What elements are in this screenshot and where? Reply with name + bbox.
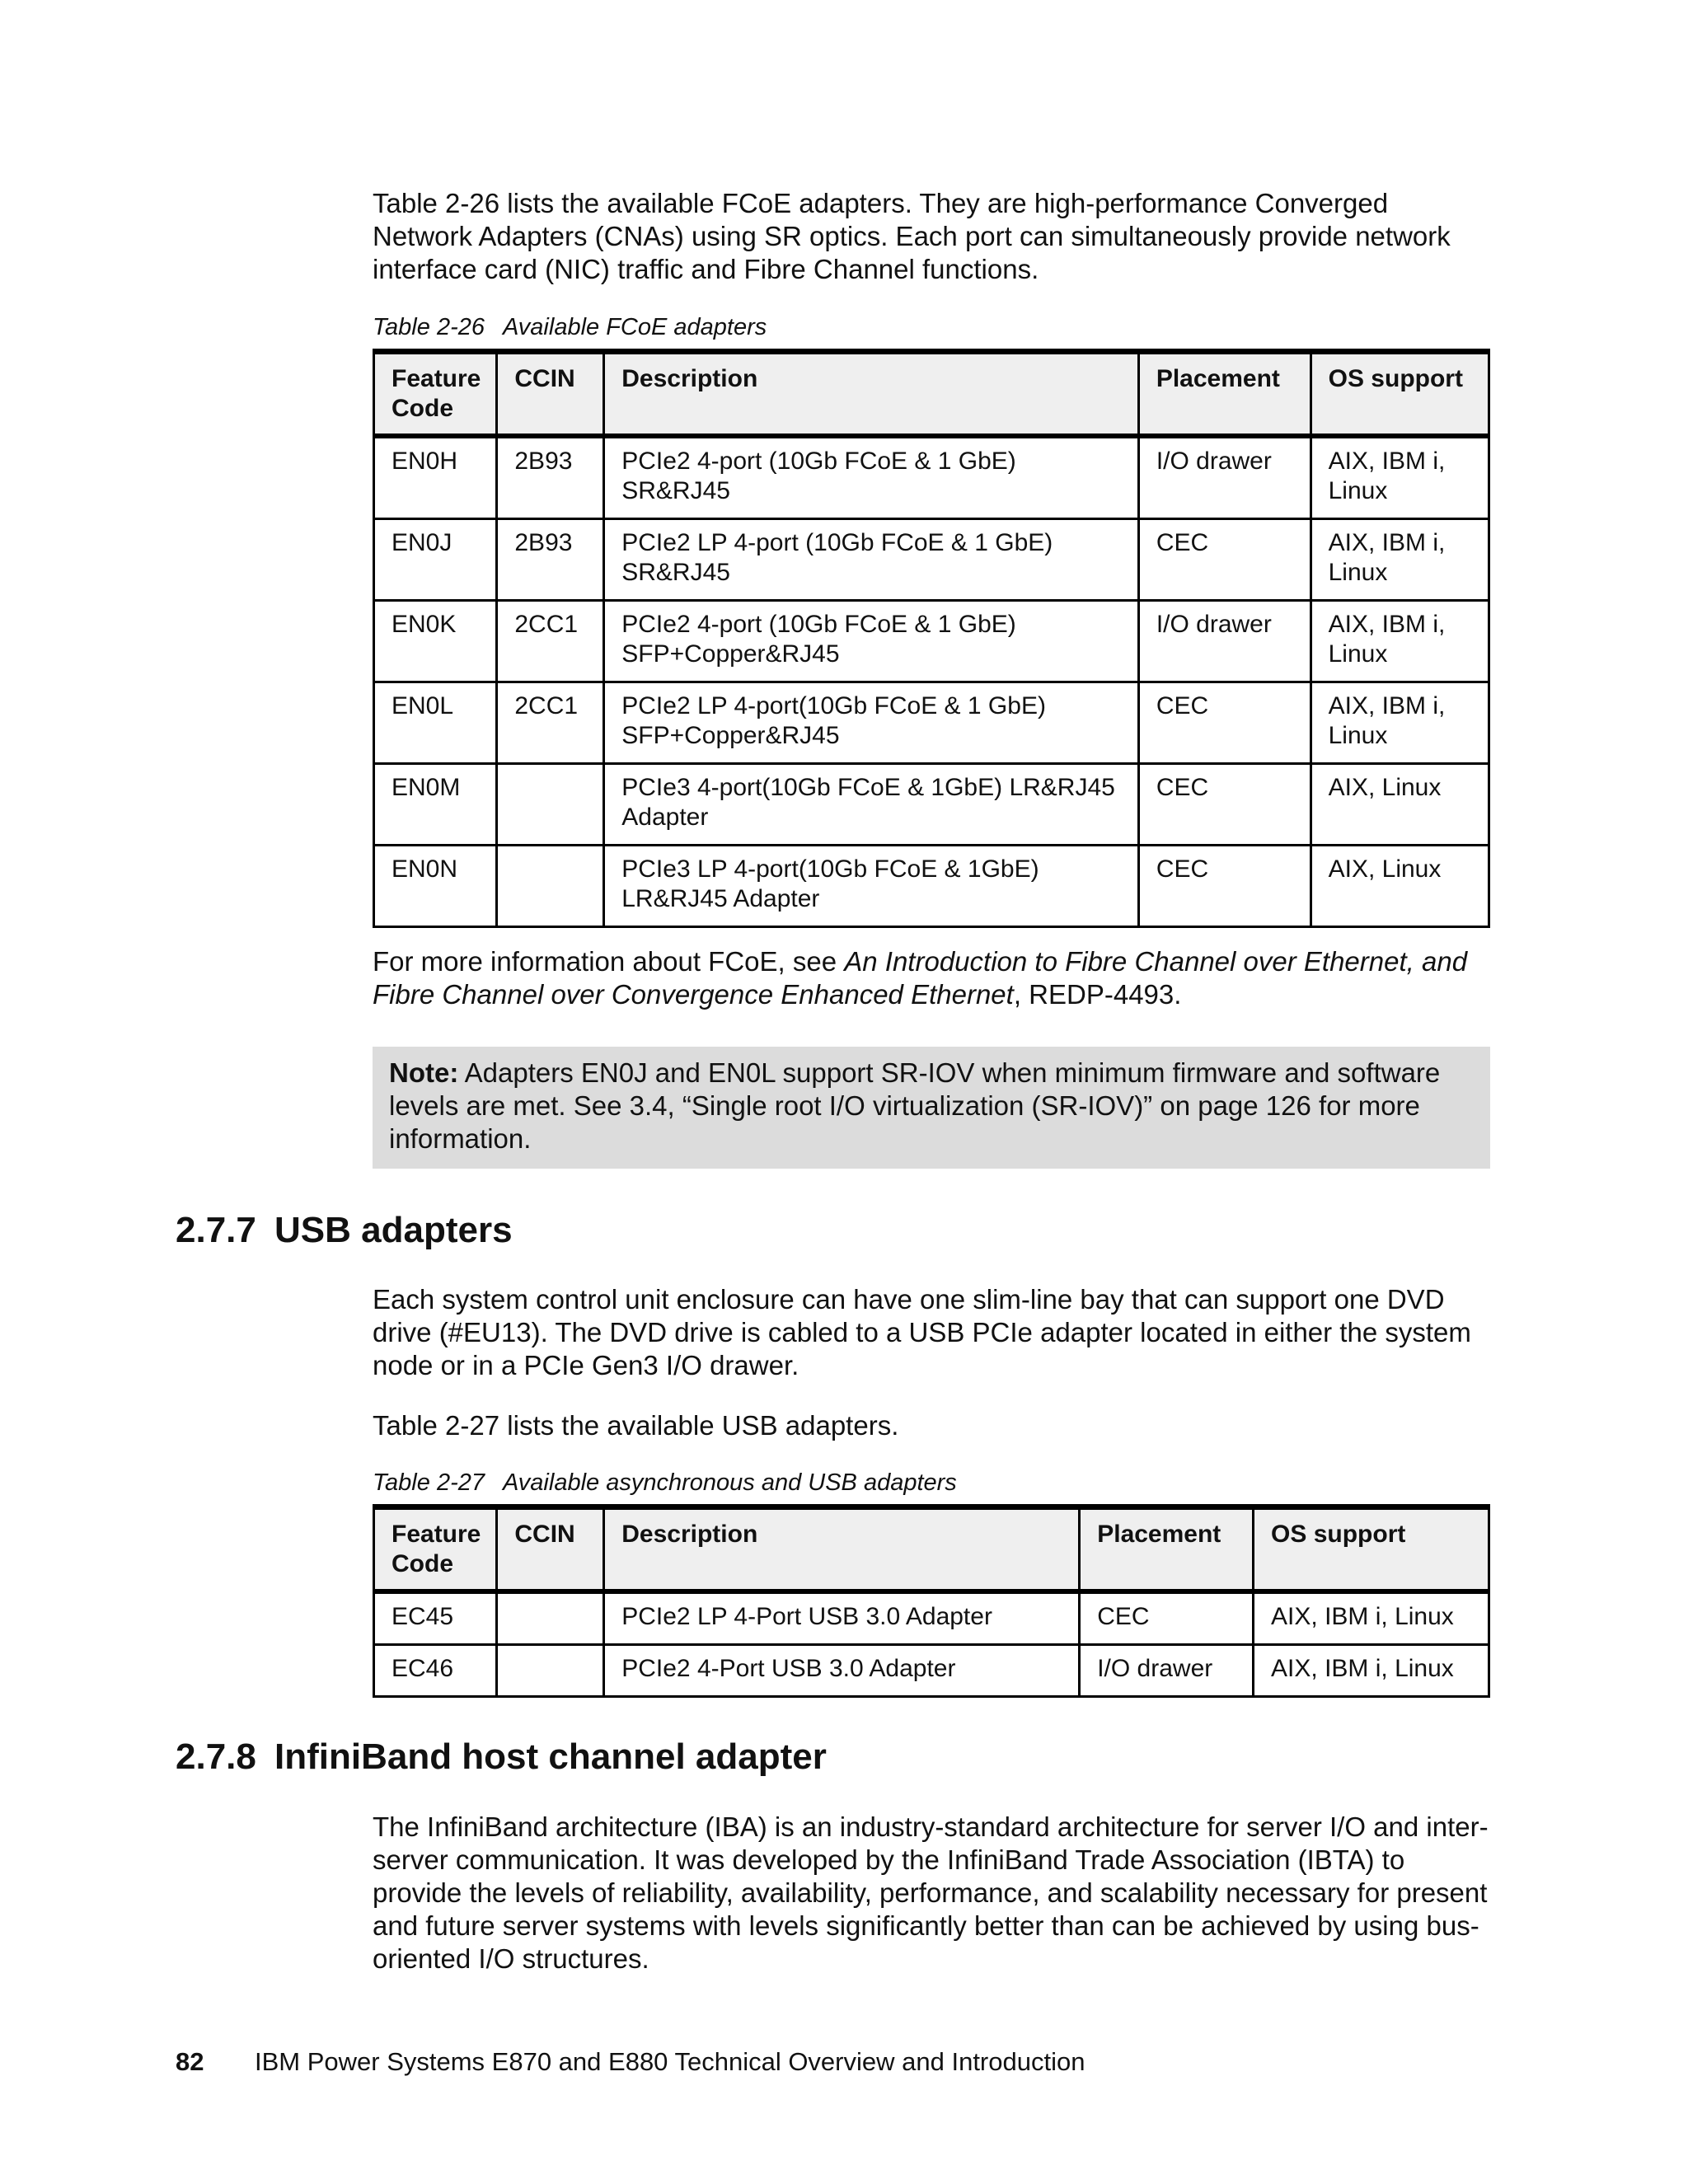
cell-description: PCIe3 4-port(10Gb FCoE & 1GbE) LR&RJ45 Adapter	[604, 764, 1139, 846]
cell-os-support: AIX, IBM i, Linux	[1311, 682, 1489, 764]
cell-ccin	[497, 846, 604, 927]
cell-os-support: AIX, Linux	[1311, 764, 1489, 846]
table-row	[374, 436, 1489, 519]
reference-title: An Introduction to Fibre Channel over Ethernet, and Fibre Channel over Convergence Enhanced Ethernet	[373, 946, 1468, 1010]
note-box	[373, 1047, 1490, 1169]
table-row	[374, 601, 1489, 682]
fcoe-adapters-table	[373, 349, 1490, 928]
section-title: InfiniBand host channel adapter	[274, 1736, 827, 1777]
usb-paragraph: Each system control unit enclosure can have one slim-line bay that can support one DVD drive (#EU13). The DVD drive is cabled to a USB PCIe adapter located in either the system node or in a PCIe Gen3 I/O drawer.	[373, 1284, 1471, 1380]
cell-feature-code: EN0L	[374, 682, 497, 764]
page-footer	[176, 2047, 1085, 2077]
cell-placement: CEC	[1138, 682, 1311, 764]
cell-os-support: AIX, IBM i, Linux	[1254, 1591, 1489, 1645]
cell-ccin	[497, 764, 604, 846]
table-row	[374, 682, 1489, 764]
header-ccin: CCIN	[497, 1507, 604, 1592]
cell-placement: I/O drawer	[1138, 436, 1311, 519]
more-info-prefix: For more information about FCoE, see	[373, 946, 845, 977]
cell-os-support: AIX, IBM i, Linux	[1254, 1645, 1489, 1697]
cell-feature-code: EN0K	[374, 601, 497, 682]
cell-description: PCIe2 4-port (10Gb FCoE & 1 GbE) SFP+Copper&RJ45	[604, 601, 1139, 682]
caption-title: Available asynchronous and USB adapters	[502, 1469, 957, 1496]
caption-title: Available FCoE adapters	[502, 314, 767, 340]
header-placement: Placement	[1080, 1507, 1254, 1592]
cell-feature-code: EN0M	[374, 764, 497, 846]
usb-table-intro: Table 2-27 lists the available USB adapters.	[373, 1410, 899, 1441]
header-description: Description	[604, 352, 1139, 437]
table-row	[374, 846, 1489, 927]
table-row	[374, 519, 1489, 601]
section-heading-usb-adapters	[176, 1210, 513, 1251]
infiniband-paragraph: The InfiniBand architecture (IBA) is an industry-standard architecture for server I/O and inter-server communication. It was developed by the InfiniBand Trade Association (IBTA) to provide the levels of reliability, availability, performance, and scalability necessary for present and future server systems with levels significantly better than can be achieved by using bus-oriented I/O structures.	[373, 1811, 1489, 1974]
table-row	[374, 1645, 1489, 1697]
cell-ccin	[497, 1645, 604, 1697]
caption-label: Table 2-26	[373, 314, 485, 340]
section-heading-infiniband	[176, 1736, 827, 1778]
table-row	[374, 1591, 1489, 1645]
cell-placement: CEC	[1138, 519, 1311, 601]
cell-ccin: 2CC1	[497, 682, 604, 764]
header-placement: Placement	[1138, 352, 1311, 437]
header-os-support: OS support	[1254, 1507, 1489, 1592]
cell-description: PCIe2 LP 4-Port USB 3.0 Adapter	[604, 1591, 1080, 1645]
fcoe-more-info-paragraph	[373, 945, 1493, 1011]
section-number: 2.7.7	[176, 1210, 256, 1250]
cell-feature-code: EC45	[374, 1591, 497, 1645]
cell-ccin: 2B93	[497, 519, 604, 601]
cell-feature-code: EN0N	[374, 846, 497, 927]
section-title: USB adapters	[274, 1210, 513, 1250]
book-title: IBM Power Systems E870 and E880 Technical Overview and Introduction	[255, 2047, 1085, 2076]
note-text: Adapters EN0J and EN0L support SR-IOV when minimum firmware and software levels are met. See 3.4, “Single root I/O virtualization (SR-IOV)” on page 126 for more information.	[389, 1057, 1441, 1154]
caption-label: Table 2-27	[373, 1469, 485, 1496]
table-2-26-caption	[373, 314, 767, 341]
note-label: Note:	[389, 1057, 459, 1088]
cell-description: PCIe2 4-Port USB 3.0 Adapter	[604, 1645, 1080, 1697]
header-ccin: CCIN	[497, 352, 604, 437]
cell-description: PCIe3 LP 4-port(10Gb FCoE & 1GbE) LR&RJ45 Adapter	[604, 846, 1139, 927]
cell-os-support: AIX, IBM i, Linux	[1311, 601, 1489, 682]
cell-placement: I/O drawer	[1080, 1645, 1254, 1697]
cell-ccin	[497, 1591, 604, 1645]
table-header-row	[374, 1507, 1489, 1592]
usb-adapters-table	[373, 1504, 1490, 1698]
header-os-support: OS support	[1311, 352, 1489, 437]
cell-description: PCIe2 LP 4-port (10Gb FCoE & 1 GbE) SR&RJ45	[604, 519, 1139, 601]
cell-os-support: AIX, IBM i, Linux	[1311, 519, 1489, 601]
page-number: 82	[176, 2047, 204, 2076]
cell-description: PCIe2 4-port (10Gb FCoE & 1 GbE) SR&RJ45	[604, 436, 1139, 519]
cell-os-support: AIX, Linux	[1311, 846, 1489, 927]
cell-placement: CEC	[1080, 1591, 1254, 1645]
cell-description: PCIe2 LP 4-port(10Gb FCoE & 1 GbE) SFP+Copper&RJ45	[604, 682, 1139, 764]
header-description: Description	[604, 1507, 1080, 1592]
cell-ccin: 2CC1	[497, 601, 604, 682]
cell-placement: CEC	[1138, 846, 1311, 927]
cell-feature-code: EC46	[374, 1645, 497, 1697]
cell-placement: I/O drawer	[1138, 601, 1311, 682]
cell-placement: CEC	[1138, 764, 1311, 846]
cell-ccin: 2B93	[497, 436, 604, 519]
table-2-27-caption	[373, 1469, 957, 1497]
fcoe-intro-paragraph: Table 2-26 lists the available FCoE adapters. They are high-performance Converged Network Adapters (CNAs) using SR optics. Each port can simultaneously provide network interface card (NIC) traffic and Fibre Channel functions.	[373, 188, 1451, 284]
table-header-row	[374, 352, 1489, 437]
cell-feature-code: EN0J	[374, 519, 497, 601]
cell-feature-code: EN0H	[374, 436, 497, 519]
table-row	[374, 764, 1489, 846]
section-number: 2.7.8	[176, 1736, 256, 1777]
more-info-suffix: , REDP-4493.	[1013, 979, 1182, 1010]
header-feature-code: Feature Code	[374, 352, 497, 437]
cell-os-support: AIX, IBM i, Linux	[1311, 436, 1489, 519]
header-feature-code: Feature Code	[374, 1507, 497, 1592]
